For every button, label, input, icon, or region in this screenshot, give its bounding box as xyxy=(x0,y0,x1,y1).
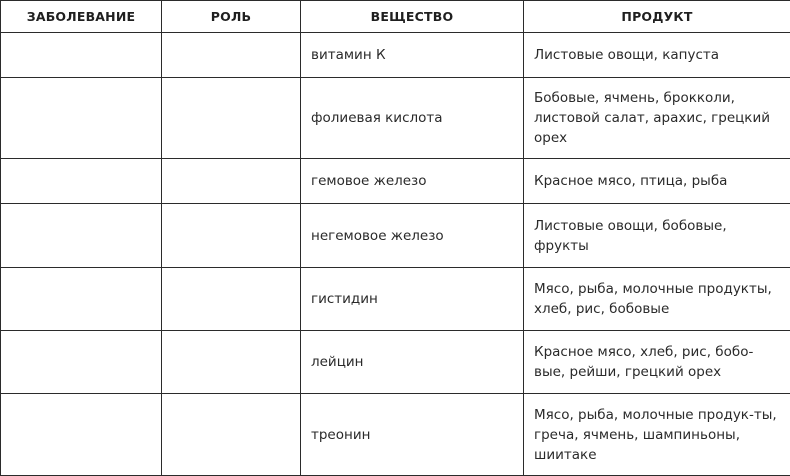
header-row xyxy=(1,1,790,33)
table-row xyxy=(1,394,790,476)
cell-role xyxy=(162,33,301,78)
table-row xyxy=(1,78,790,159)
cell-role xyxy=(162,204,301,268)
table-row xyxy=(1,268,790,331)
cell-substance: треонин xyxy=(301,394,524,476)
table-row xyxy=(1,159,790,204)
cell-product: Бобовые, ячмень, брокколи, листовой салат, арахис, грецкий орех xyxy=(524,78,790,159)
cell-disease xyxy=(1,394,162,476)
cell-disease xyxy=(1,159,162,204)
cell-substance: фолиевая кислота xyxy=(301,78,524,159)
cell-disease xyxy=(1,78,162,159)
cell-disease xyxy=(1,331,162,394)
cell-role xyxy=(162,159,301,204)
cell-role xyxy=(162,78,301,159)
header-substance: ВЕЩЕСТВО xyxy=(301,1,524,33)
cell-product: Мясо, рыба, молочные продукты, хлеб, рис, бобовые xyxy=(524,268,790,331)
header-disease: ЗАБОЛЕВАНИЕ xyxy=(1,1,162,33)
table-row xyxy=(1,33,790,78)
cell-product: Красное мясо, птица, рыба xyxy=(524,159,790,204)
header-product: ПРОДУКТ xyxy=(524,1,790,33)
cell-disease xyxy=(1,204,162,268)
cell-substance: витамин К xyxy=(301,33,524,78)
cell-product: Красное мясо, хлеб, рис, бобо-вые, рейши, грецкий орех xyxy=(524,331,790,394)
table-row xyxy=(1,204,790,268)
table-row xyxy=(1,331,790,394)
cell-role xyxy=(162,394,301,476)
cell-role xyxy=(162,331,301,394)
header-role: РОЛЬ xyxy=(162,1,301,33)
cell-disease xyxy=(1,268,162,331)
cell-substance: негемовое железо xyxy=(301,204,524,268)
cell-substance: гистидин xyxy=(301,268,524,331)
cell-substance: гемовое железо xyxy=(301,159,524,204)
cell-product: Листовые овощи, бобовые, фрукты xyxy=(524,204,790,268)
cell-role xyxy=(162,268,301,331)
cell-product: Листовые овощи, капуста xyxy=(524,33,790,78)
cell-disease xyxy=(1,33,162,78)
cell-product: Мясо, рыба, молочные продук-ты, греча, ячмень, шампиньоны, шиитаке xyxy=(524,394,790,476)
cell-substance: лейцин xyxy=(301,331,524,394)
